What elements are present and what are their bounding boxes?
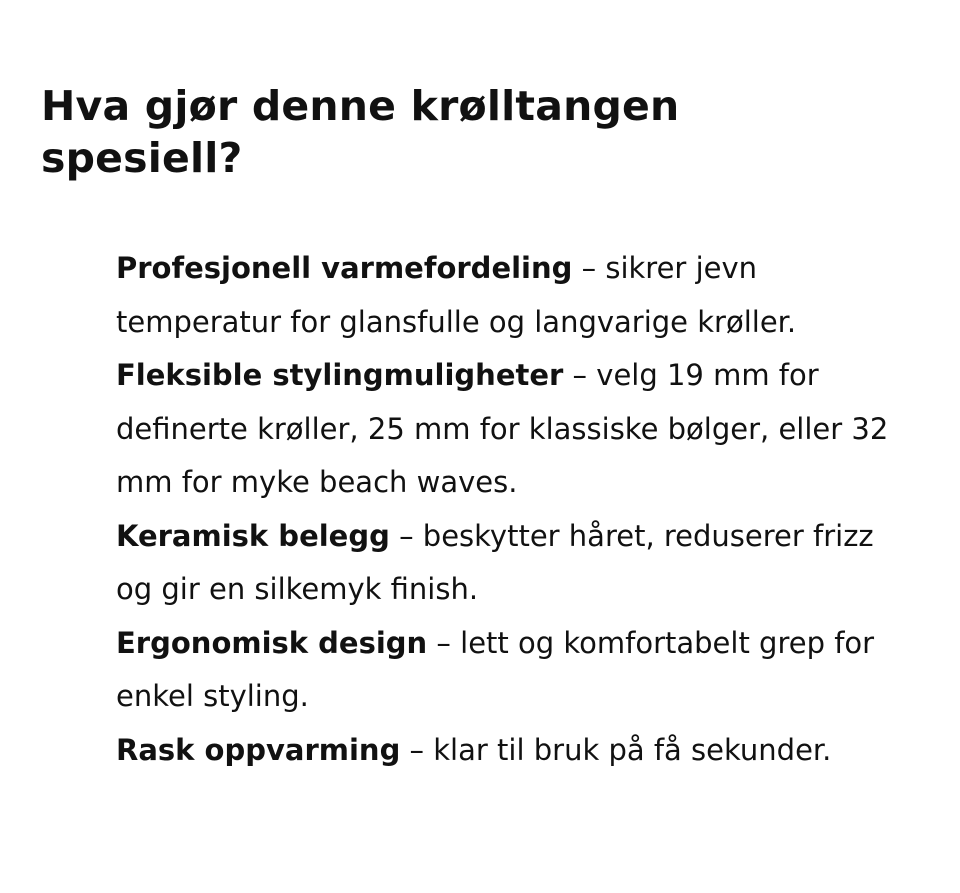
feature-title: Ergonomisk design xyxy=(116,625,428,660)
feature-item-fast-heating xyxy=(116,724,916,778)
feature-title: Fleksible stylingmuligheter xyxy=(116,358,564,392)
feature-title: Rask oppvarming xyxy=(116,732,401,767)
feature-separator: – xyxy=(400,732,434,767)
feature-description: klar til bruk på få sekunder. xyxy=(433,732,832,767)
feature-item-styling-options xyxy=(116,349,916,510)
feature-list xyxy=(116,242,916,777)
section-heading: Hva gjør denne krølltangen spesiell? xyxy=(41,82,680,182)
feature-separator: – xyxy=(572,251,606,285)
feature-description: velg 19 mm for definerte krøller, 25 mm for klassiske bølger, eller 32 mm for myke beach waves. xyxy=(116,358,889,499)
feature-description: sikrer jevn temperatur for glansfulle og langvarige krøller. xyxy=(116,251,797,339)
feature-item-heat-distribution xyxy=(116,242,916,349)
feature-title: Keramisk belegg xyxy=(116,518,390,553)
feature-title: Profesjonell varmefordeling xyxy=(116,251,573,285)
feature-separator: – xyxy=(389,518,423,553)
feature-item-ceramic-coating xyxy=(116,510,916,617)
feature-item-ergonomic-design xyxy=(116,617,916,724)
feature-description: beskytter håret, reduserer frizz og gir en silkemyk finish. xyxy=(116,518,874,606)
feature-description: lett og komfortabelt grep for enkel styling. xyxy=(116,625,875,713)
feature-separator: – xyxy=(427,625,461,660)
feature-separator: – xyxy=(563,358,597,392)
